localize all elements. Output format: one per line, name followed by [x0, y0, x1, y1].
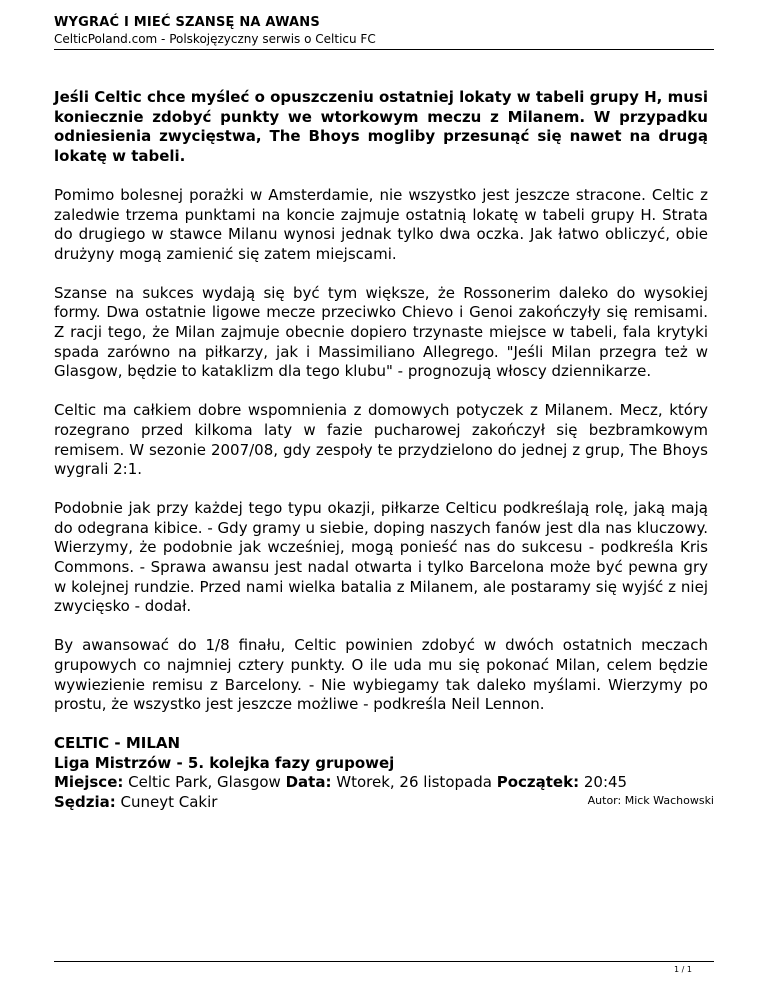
date-value: Wtorek, 26 listopada — [336, 773, 492, 792]
document-title: WYGRAĆ I MIEĆ SZANSĘ NA AWANS — [54, 15, 320, 30]
article-paragraph: Celtic ma całkiem dobre wspomnienia z domowych potyczek z Milanem. Mecz, który rozegrano przed kilkoma laty w fazie pucharowej zakończył się bezbramkowym remisem. W sezonie 2007/08, gdy zespoły te przydzielono do jednej z grup, The Bhoys wygrali 2:1. — [54, 401, 708, 479]
page-number: 1 / 1 — [674, 965, 692, 974]
match-details — [54, 773, 708, 793]
start-label: Początek: — [496, 773, 580, 792]
article-lead: Jeśli Celtic chce myśleć o opuszczeniu ostatniej lokaty w tabeli grupy H, musi koniecznie zdobyć punkty we wtorkowym meczu z Milanem. W przypadku odniesienia zwycięstwa, The Bhoys mogliby przesunąć się nawet na drugą lokatę w tabeli. — [54, 88, 708, 166]
venue-value: Celtic Park, Glasgow — [128, 773, 281, 792]
article-author: Autor: Mick Wachowski — [587, 794, 714, 807]
page-header — [54, 14, 714, 47]
footer-divider — [54, 961, 714, 962]
article-paragraph: Podobnie jak przy każdej tego typu okazji, piłkarze Celticu podkreślają rolę, jaką mają do odegrana kibice. - Gdy gramy u siebie, doping naszych fanów jest dla nas kluczowy. Wierzymy, że podobnie jak wcześniej, mogą ponieść nas do sukcesu - podkreśla Kris Commons. - Sprawa awansu jest nadal otwarta i tylko Barcelona może być pewna gry w kolejnej rundzie. Przed nami wielka batalia z Milanem, ale postaramy się wyjść z niej zwycięsko - dodał. — [54, 498, 708, 616]
referee-label: Sędzia: — [54, 793, 116, 812]
article-paragraph: Pomimo bolesnej porażki w Amsterdamie, nie wszystko jest jeszcze stracone. Celtic z zaledwie trzema punktami na koncie zajmuje ostatnią lokatę w tabeli grupy H. Strata do drugiego w stawce Milanu wynosi jednak tylko dwa oczka. Jak łatwo obliczyć, obie drużyny mogą zamienić się zatem miejscami. — [54, 185, 708, 263]
venue-label: Miejsce: — [54, 773, 124, 792]
match-competition: Liga Mistrzów - 5. kolejka fazy grupowej — [54, 753, 395, 772]
article-paragraph: By awansować do 1/8 finału, Celtic powinien zdobyć w dwóch ostatnich meczach grupowych co najmniej cztery punkty. O ile uda mu się pokonać Milan, celem będzie wywiezienie remisu z Barcelony. - Nie wybiegamy tak daleko myślami. Wierzymy po prostu, że wszystko jest jeszcze możliwe - podkreśla Neil Lennon. — [54, 636, 708, 714]
header-divider — [54, 49, 714, 50]
match-title: CELTIC - MILAN — [54, 733, 181, 752]
article-paragraph: Szanse na sukces wydają się być tym większe, że Rossonerim daleko do wysokiej formy. Dwa ostatnie ligowe mecze przeciwko Chievo i Genoi zakończyły się remisami. Z racji tego, że Milan zajmuje obecnie dopiero trzynaste miejsce w tabeli, fala krytyki spada zarówno na piłkarzy, jak i Massimiliano Allegrego. "Jeśli Milan przegra też w Glasgow, będzie to kataklizm dla tego klubu" - prognozują włoscy dziennikarze. — [54, 283, 708, 381]
date-label: Data: — [285, 773, 332, 792]
start-value: 20:45 — [583, 773, 628, 792]
referee-value: Cuneyt Cakir — [120, 793, 218, 812]
article-body — [54, 88, 708, 813]
document-subtitle: CelticPoland.com - Polskojęzyczny serwis o Celticu FC — [54, 32, 376, 46]
